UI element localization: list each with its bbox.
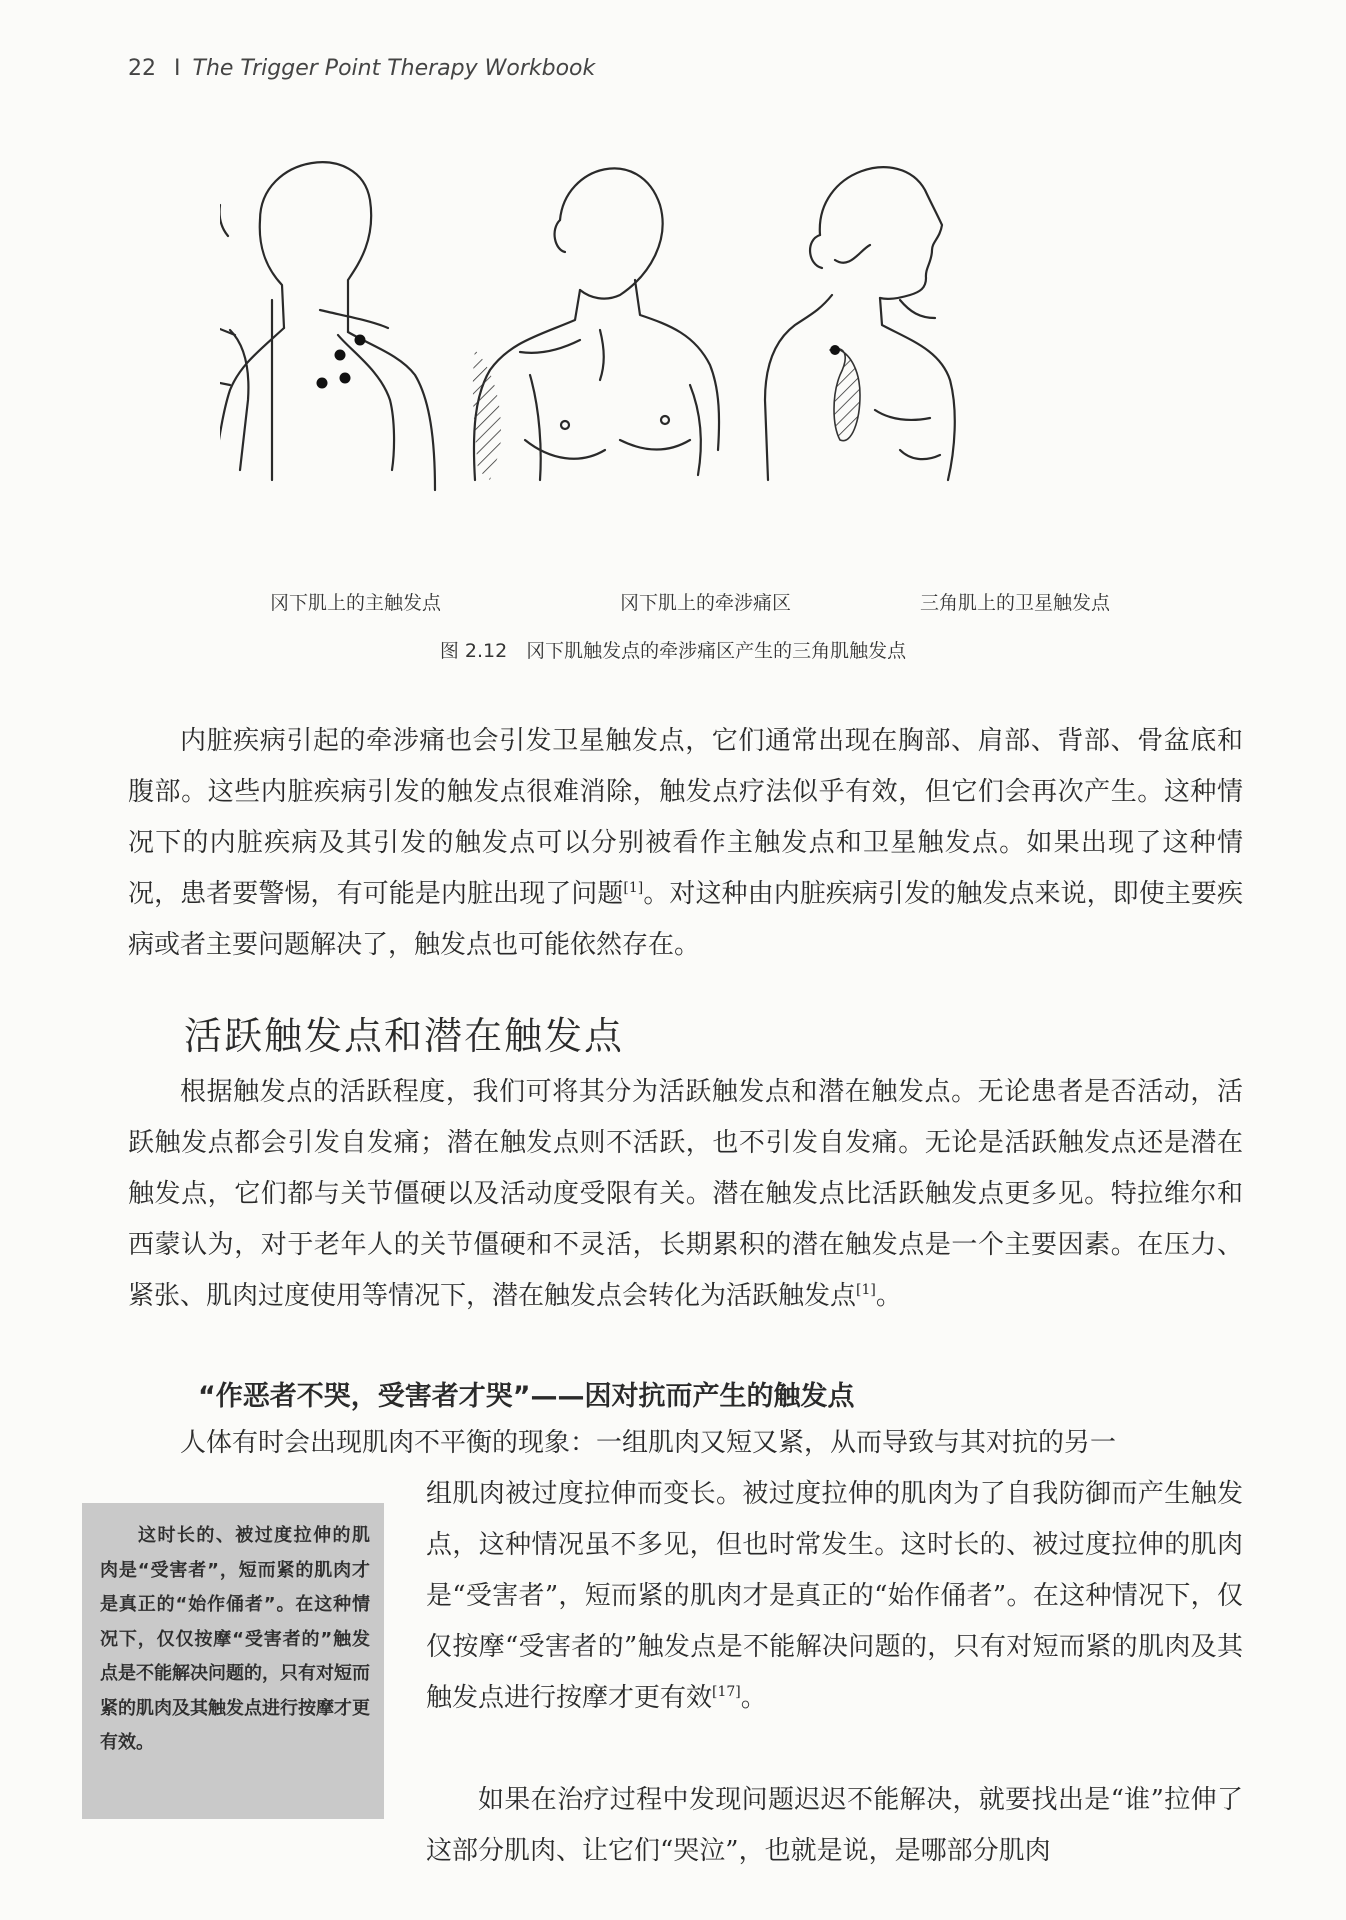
body-paragraph	[128, 716, 1243, 971]
text-run: 生触发点，这种情况虽不多见，但也时常发生。这时长的、被过	[426, 1479, 1243, 1560]
back-view-drawing	[220, 162, 435, 490]
satellite-trigger-point	[830, 345, 840, 355]
referred-pain-area	[473, 350, 501, 480]
text-run: 触发点更多见。特拉维尔和西蒙认为，对于老年人的关节僵硬和不灵活，长期累积的潜	[128, 1179, 1243, 1260]
text-run: 为活跃触发点	[700, 1281, 857, 1311]
text-run: 者”。在这种情况下，仅仅按摩“受害者的”触发点是不能解决	[426, 1581, 1243, 1662]
trigger-point-marker	[340, 373, 351, 384]
citation-ref: [17]	[712, 1684, 741, 1700]
body-paragraph	[426, 1775, 1243, 1877]
text-run: 拉伸了这部分肌肉、让它们“哭泣”，也就是说，是哪部分肌肉	[426, 1785, 1243, 1866]
running-header	[128, 56, 595, 81]
figure-caption-1: 冈下肌上的主触发点	[270, 592, 442, 614]
text-run: 活动，活跃触发点都会引发自发痛；潜在触发点则不活跃，也不引发自发痛。无论是活	[128, 1077, 1243, 1158]
header-separator: I	[174, 56, 181, 81]
citation-ref: [1]	[623, 880, 644, 896]
body-paragraph	[128, 1067, 1243, 1322]
text-run: 组肌肉被过度拉伸而变长。被过度拉伸的肌肉为了自我防御而产	[426, 1479, 1165, 1509]
figure-illustrations	[220, 150, 1180, 605]
side-view-drawing	[765, 167, 955, 480]
page-number: 22	[128, 56, 156, 81]
body-paragraph-continued	[426, 1469, 1243, 1724]
text-run: 如果在治疗过程中发现问题迟迟不能解决，就要找出是“谁”	[478, 1785, 1164, 1815]
text-run: 。	[875, 1281, 902, 1311]
text-run: 跃触发点还是潜在触发点，它们都与关节僵硬以及活动度受限有关。潜在触发点比活跃	[128, 1128, 1243, 1209]
satellite-pain-area	[830, 349, 860, 441]
text-run: 内脏疾病引起的牵涉痛也会引发卫星触发点，它们通常出现在胸部、肩部、背部、	[180, 726, 1138, 756]
front-view-drawing	[473, 168, 719, 480]
sidebar-text: 这时长的、被过度拉伸的肌肉是“受害者”，短而紧的肌肉才是真正的“始作俑者”。在这种情况下，仅仅按摩“受害者的”触发点是不能解决问题的，只有对短而紧的肌肉及其触发点进行按摩才更有效。	[100, 1525, 370, 1753]
text-run: 。对这种由内脏	[643, 879, 826, 909]
text-run: 度拉伸的肌肉是“受害者”，短而紧的肌肉才是真正的“始作俑	[426, 1530, 1243, 1611]
trigger-point-marker	[355, 335, 366, 346]
text-run: 问题的，只有对短而紧的肌肉及其触发点进行按摩才更有效	[426, 1632, 1243, 1713]
body-paragraph	[128, 1418, 1243, 1469]
text-run: 在触发点是一个主要因素。在压力、紧张、肌肉过度使用等情况下，潜在触发点会转化	[128, 1230, 1243, 1311]
citation-ref: [1]	[856, 1282, 876, 1298]
section-heading: 活跃触发点和潜在触发点	[184, 1014, 625, 1058]
book-title: The Trigger Point Therapy Workbook	[192, 56, 596, 81]
sidebar-callout	[82, 1503, 384, 1819]
trigger-point-marker	[317, 378, 328, 389]
figure-caption-3: 三角肌上的卫星触发点	[920, 592, 1111, 614]
text-run: 根据触发点的活跃程度，我们可将其分为活跃触发点和潜在触发点。无论患者是否	[180, 1077, 1138, 1107]
text-run: 再次产生。这种情况下的内脏疾病及其引发的触发点可以分别被看作主触发点和卫星触	[128, 777, 1243, 858]
text-run: 人体有时会出现肌肉不平衡的现象：一组肌肉又短又紧，从而导致与其对抗的另一	[180, 1428, 1117, 1458]
text-run: 。	[740, 1683, 767, 1713]
trigger-point-marker	[335, 350, 346, 361]
text-run: 骨盆底和腹部。这些内脏疾病引发的触发点很难消除，触发点疗法似乎有效，但它们会	[128, 726, 1243, 807]
text-run: 发点。如果出现了这种情况，患者要警惕，有可能是内脏出现了问题	[128, 828, 1243, 909]
text-run: 疾病引发的触发点来说，即使主要疾病或者主要问题解决了，触发点也可能依然存在。	[128, 879, 1243, 960]
figure-caption-2: 冈下肌上的牵涉痛区	[620, 592, 792, 614]
subheading: “作恶者不哭，受害者才哭”——因对抗而产生的触发点	[198, 1381, 855, 1412]
figure-title: 图 2.12 冈下肌触发点的牵涉痛区产生的三角肌触发点	[439, 640, 907, 662]
